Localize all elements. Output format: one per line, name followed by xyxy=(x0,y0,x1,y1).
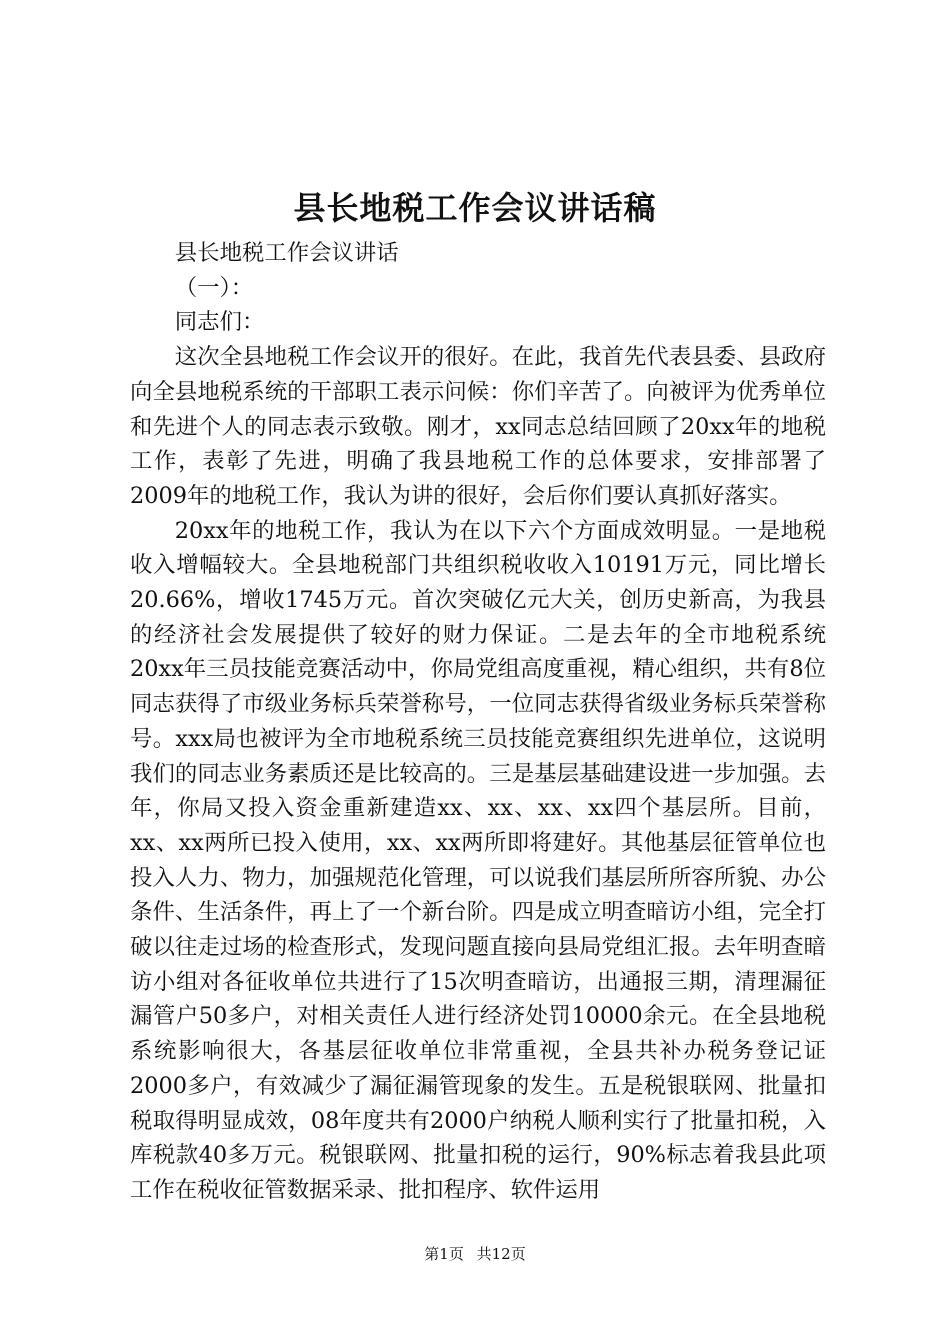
body-paragraph: 20xx年的地税工作，我认为在以下六个方面成效明显。一是地税收入增幅较大。全县地税部门共组织税收收入10191万元，同比增长20.66%，增收1745万元。首次突破亿元大关，创历史新高，为我县的经济社会发展提供了较好的财力保证。二是去年的全市地税系统20xx年三员技能竞赛活动中，你局党组高度重视，精心组织，共有8位同志获得了市级业务标兵荣誉称号，一位同志获得省级业务标兵荣誉称号。xxx局也被评为全市地税系统三员技能竞赛组织先进单位，这说明我们的同志业务素质还是比较高的。三是基层基础建设进一步加强。去年，你局又投入资金重新建造xx、xx、xx、xx四个基层所。目前，xx、xx两所已投入使用，xx、xx两所即将建好。其他基层征管单位也投入人力、物力，加强规范化管理，可以说我们基层所所容所貌、办公条件、生活条件，再上了一个新台阶。四是成立明查暗访小组，完全打破以往走过场的检查形式，发现问题直接向县局党组汇报。去年明查暗访小组对各征收单位共进行了15次明查暗访，出通报三期，清理漏征漏管户50多户，对相关责任人进行经济处罚10000余元。在全县地税系统影响很大，各基层征收单位非常重视，全县共补办税务登记证2000多户，有效减少了漏征漏管现象的发生。五是税银联网、批量扣税取得明显成效，08年度共有2000户纳税人顺利实行了批量扣税，入库税款40多万元。税银联网、批量扣税的运行，90%标志着我县此项工作在税收征管数据采录、批扣程序、软件运用 xyxy=(130,517,826,1203)
body-paragraph: 这次全县地税工作会议开的很好。在此，我首先代表县委、县政府向全县地税系统的干部职工表示问候：你们辛苦了。向被评为优秀单位和先进个人的同志表示致敬。刚才，xx同志总结回顾了20xx年的地税工作，表彰了先进，明确了我县地税工作的总体要求，安排部署了2009年的地税工作，我认为讲的很好，会后你们要认真抓好落实。 xyxy=(130,344,826,509)
document-body xyxy=(130,236,826,1208)
speech-heading: 县长地税工作会议讲话 xyxy=(174,240,399,266)
section-number: （一）： xyxy=(174,274,254,301)
current-page-number: 第1页 xyxy=(424,1245,464,1263)
total-page-count: 共12页 xyxy=(476,1245,526,1263)
document-title: 县长地税工作会议讲话稿 xyxy=(293,189,657,227)
page-footer xyxy=(0,1244,950,1264)
salutation: 同志们： xyxy=(174,309,265,336)
